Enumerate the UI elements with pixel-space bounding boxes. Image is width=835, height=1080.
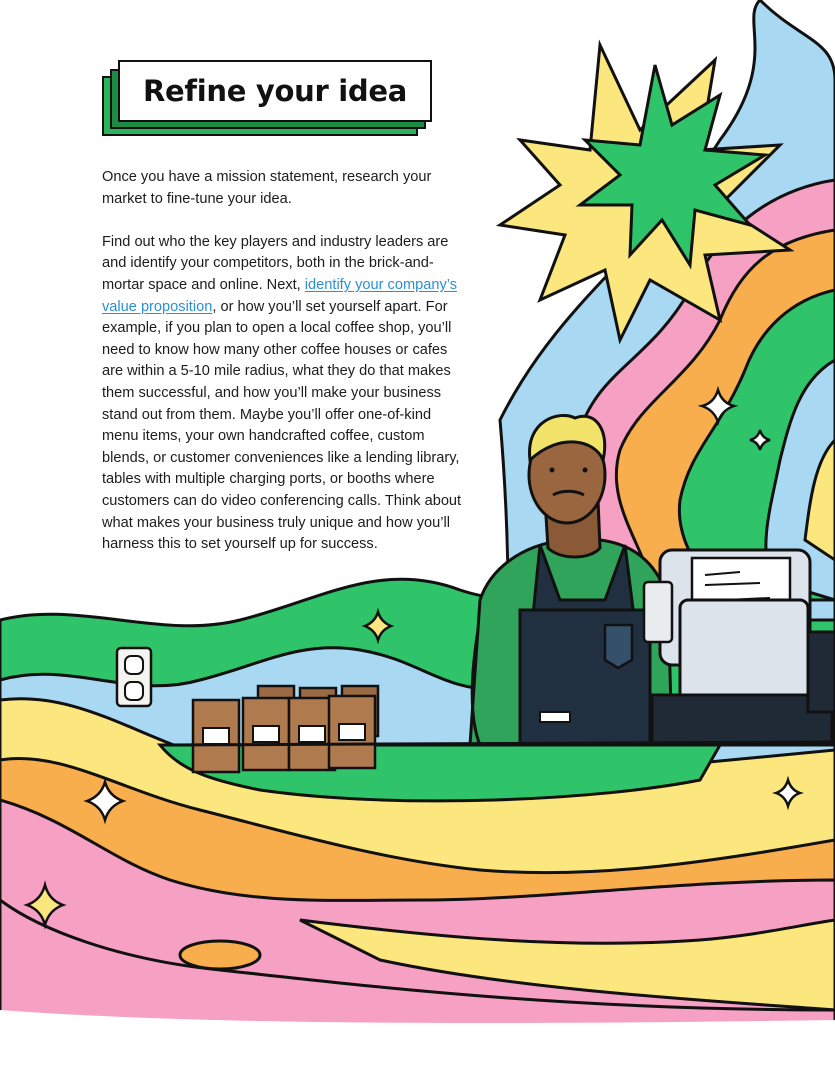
paragraph-text-before-link: Find out who the key players and industry leaders are and identify your competitors, both in the brick-and-mortar space and online. Next, <box>102 233 449 293</box>
coffee-bags <box>193 686 378 772</box>
page-title: Refine your idea <box>143 74 407 108</box>
paragraph-intro: Once you have a mission statement, research your market to fine-tune your idea. <box>102 169 432 207</box>
heading-banner <box>102 60 432 142</box>
orange-blob <box>180 941 260 969</box>
paragraph-text-after-link: , or how you’ll set yourself apart. For example, if you plan to open a local coffee shop, you’ll need to know how many other coffee houses or cafes are within a 5-10 mile radius, what they do that makes them successful, and how you’ll make your business stand out from them. Maybe you’ll offer one-of-kind menu items, your own handcrafted coffee, custom blends, or customer conveniences like a lending library, tables with multiple charging ports, or booths where customers can do video conferencing calls. Think about what makes your business truly unique and how you’ll harness this to set yourself up for success. <box>102 298 462 553</box>
paragraph-research <box>102 232 467 556</box>
body-text <box>102 167 467 577</box>
power-outlet-icon <box>117 648 151 706</box>
cash-register <box>644 550 835 745</box>
heading-box <box>118 60 432 122</box>
value-proposition-link[interactable]: identify your company’s value proposition <box>102 276 458 315</box>
